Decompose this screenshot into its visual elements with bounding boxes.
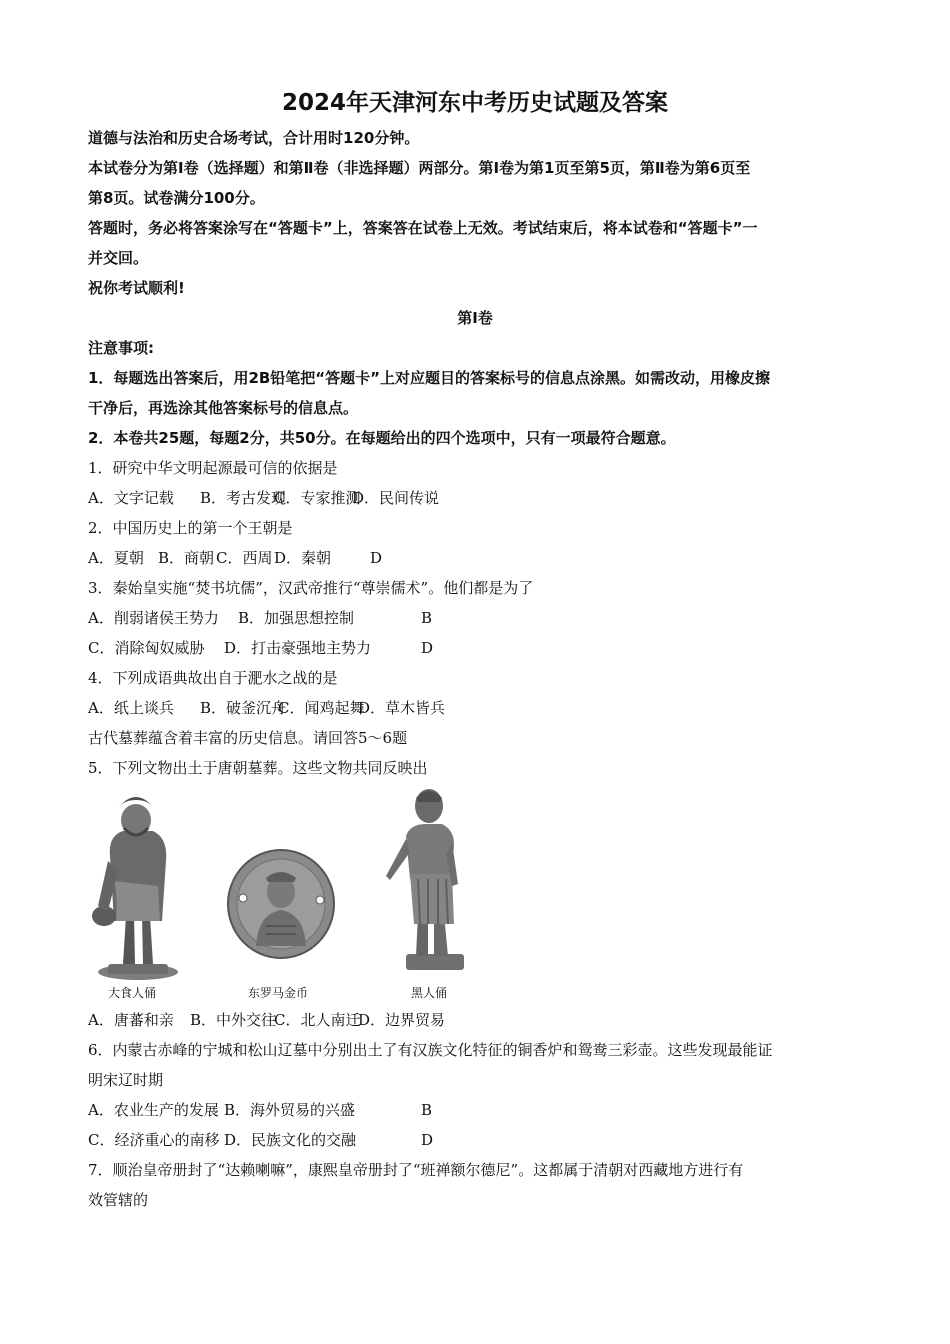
option-d: D．打击豪强地主势力 <box>224 639 372 657</box>
option-c: C．经济重心的南移 <box>88 1131 220 1149</box>
question-7-stem-line-1: 7．顺治皇帝册封了“达赖喇嘛”，康熙皇帝册封了“班禅额尔德尼”。这都属于清朝对西藏地方进行有 <box>88 1161 744 1179</box>
option-c: C．消除匈奴威胁 <box>88 639 205 657</box>
page-title: 2024年天津河东中考历史试题及答案 <box>281 90 668 116</box>
option-c: C．专家推测 <box>274 489 361 507</box>
option-b: B．考古发现 <box>200 489 287 507</box>
option-a: A．夏朝 <box>88 549 144 567</box>
option-b: B．商朝 <box>158 549 215 567</box>
option-d: D．秦朝 <box>274 549 332 567</box>
artifact-figures <box>88 786 488 1001</box>
option-c: C．北人南迁 <box>274 1011 361 1029</box>
black-figurine-image <box>376 784 476 974</box>
option-b-marker: B <box>421 1101 433 1119</box>
option-a: A．削弱诸侯王势力 <box>88 609 219 627</box>
option-d-marker: D <box>370 549 383 567</box>
option-c: C．闻鸡起舞 <box>278 699 365 717</box>
option-c: C．西周 <box>216 549 273 567</box>
option-a: A．农业生产的发展 <box>88 1101 219 1119</box>
option-d: D．民间传说 <box>352 489 440 507</box>
group-intro: 古代墓葬蕴含着丰富的历史信息。请回答5～6题 <box>88 729 408 747</box>
question-6-stem-line-2: 明宋辽时期 <box>88 1071 164 1089</box>
notice-line-3: 2．本卷共25题，每题2分，共50分。在每题给出的四个选项中，只有一项最符合题意。 <box>88 429 676 447</box>
option-d: D．民族文化的交融 <box>224 1131 357 1149</box>
question-5-stem: 5．下列文物出土于唐朝墓葬。这些文物共同反映出 <box>88 759 428 777</box>
question-7-stem-line-2: 效管辖的 <box>88 1191 149 1209</box>
option-d: D．边界贸易 <box>358 1011 446 1029</box>
section-heading: 第Ⅰ卷 <box>457 309 493 327</box>
question-3-stem: 3．秦始皇实施“焚书坑儒”，汉武帝推行“尊崇儒术”。他们都是为了 <box>88 579 534 597</box>
question-6-stem-line-1: 6．内蒙古赤峰的宁城和松山辽墓中分别出土了有汉族文化特征的铜香炉和鸳鸯三彩壶。这些发现最能证 <box>88 1041 773 1059</box>
option-d-marker: D <box>421 1131 434 1149</box>
byzantine-coin-image <box>226 848 336 960</box>
intro-line-6: 祝你考试顺利! <box>88 279 185 297</box>
option-a: A．纸上谈兵 <box>88 699 174 717</box>
option-a: A．唐蕃和亲 <box>88 1011 174 1029</box>
intro-line-5: 并交回。 <box>88 249 149 267</box>
option-d-marker: D <box>421 639 434 657</box>
option-b: B．破釜沉舟 <box>200 699 287 717</box>
intro-line-1: 道德与法治和历史合场考试，合计用时120分钟。 <box>88 129 420 147</box>
question-2-stem: 2．中国历史上的第一个王朝是 <box>88 519 293 537</box>
option-a: A．文字记载 <box>88 489 174 507</box>
caption-byzantine-coin: 东罗马金币 <box>248 986 309 1000</box>
option-b: B．海外贸易的兴盛 <box>224 1101 356 1119</box>
question-1-stem: 1．研究中华文明起源最可信的依据是 <box>88 459 338 477</box>
intro-line-3: 第8页。试卷满分100分。 <box>88 189 265 207</box>
option-d: D．草木皆兵 <box>358 699 446 717</box>
caption-black-figurine: 黑人俑 <box>411 986 448 1000</box>
option-b: B．中外交往 <box>190 1011 277 1029</box>
notice-line-1: 1．每题选出答案后，用2B铅笔把“答题卡”上对应题目的答案标号的信息点涂黑。如需改动，用橡皮擦 <box>88 369 771 387</box>
caption-dashi-figurine: 大食人俑 <box>108 986 157 1000</box>
notice-heading: 注意事项: <box>88 339 154 357</box>
option-b: B．加强思想控制 <box>238 609 355 627</box>
notice-line-2: 干净后，再选涂其他答案标号的信息点。 <box>88 399 359 417</box>
question-4-stem: 4．下列成语典故出自于淝水之战的是 <box>88 669 338 687</box>
intro-line-4: 答题时，务必将答案涂写在“答题卡”上，答案答在试卷上无效。考试结束后，将本试卷和“答题卡”一 <box>88 219 758 237</box>
option-b-marker: B <box>421 609 433 627</box>
dashi-figurine-image <box>88 786 188 981</box>
intro-line-2: 本试卷分为第Ⅰ卷（选择题）和第Ⅱ卷（非选择题）两部分。第Ⅰ卷为第1页至第5页，第Ⅱ卷为第6页至 <box>88 159 751 177</box>
